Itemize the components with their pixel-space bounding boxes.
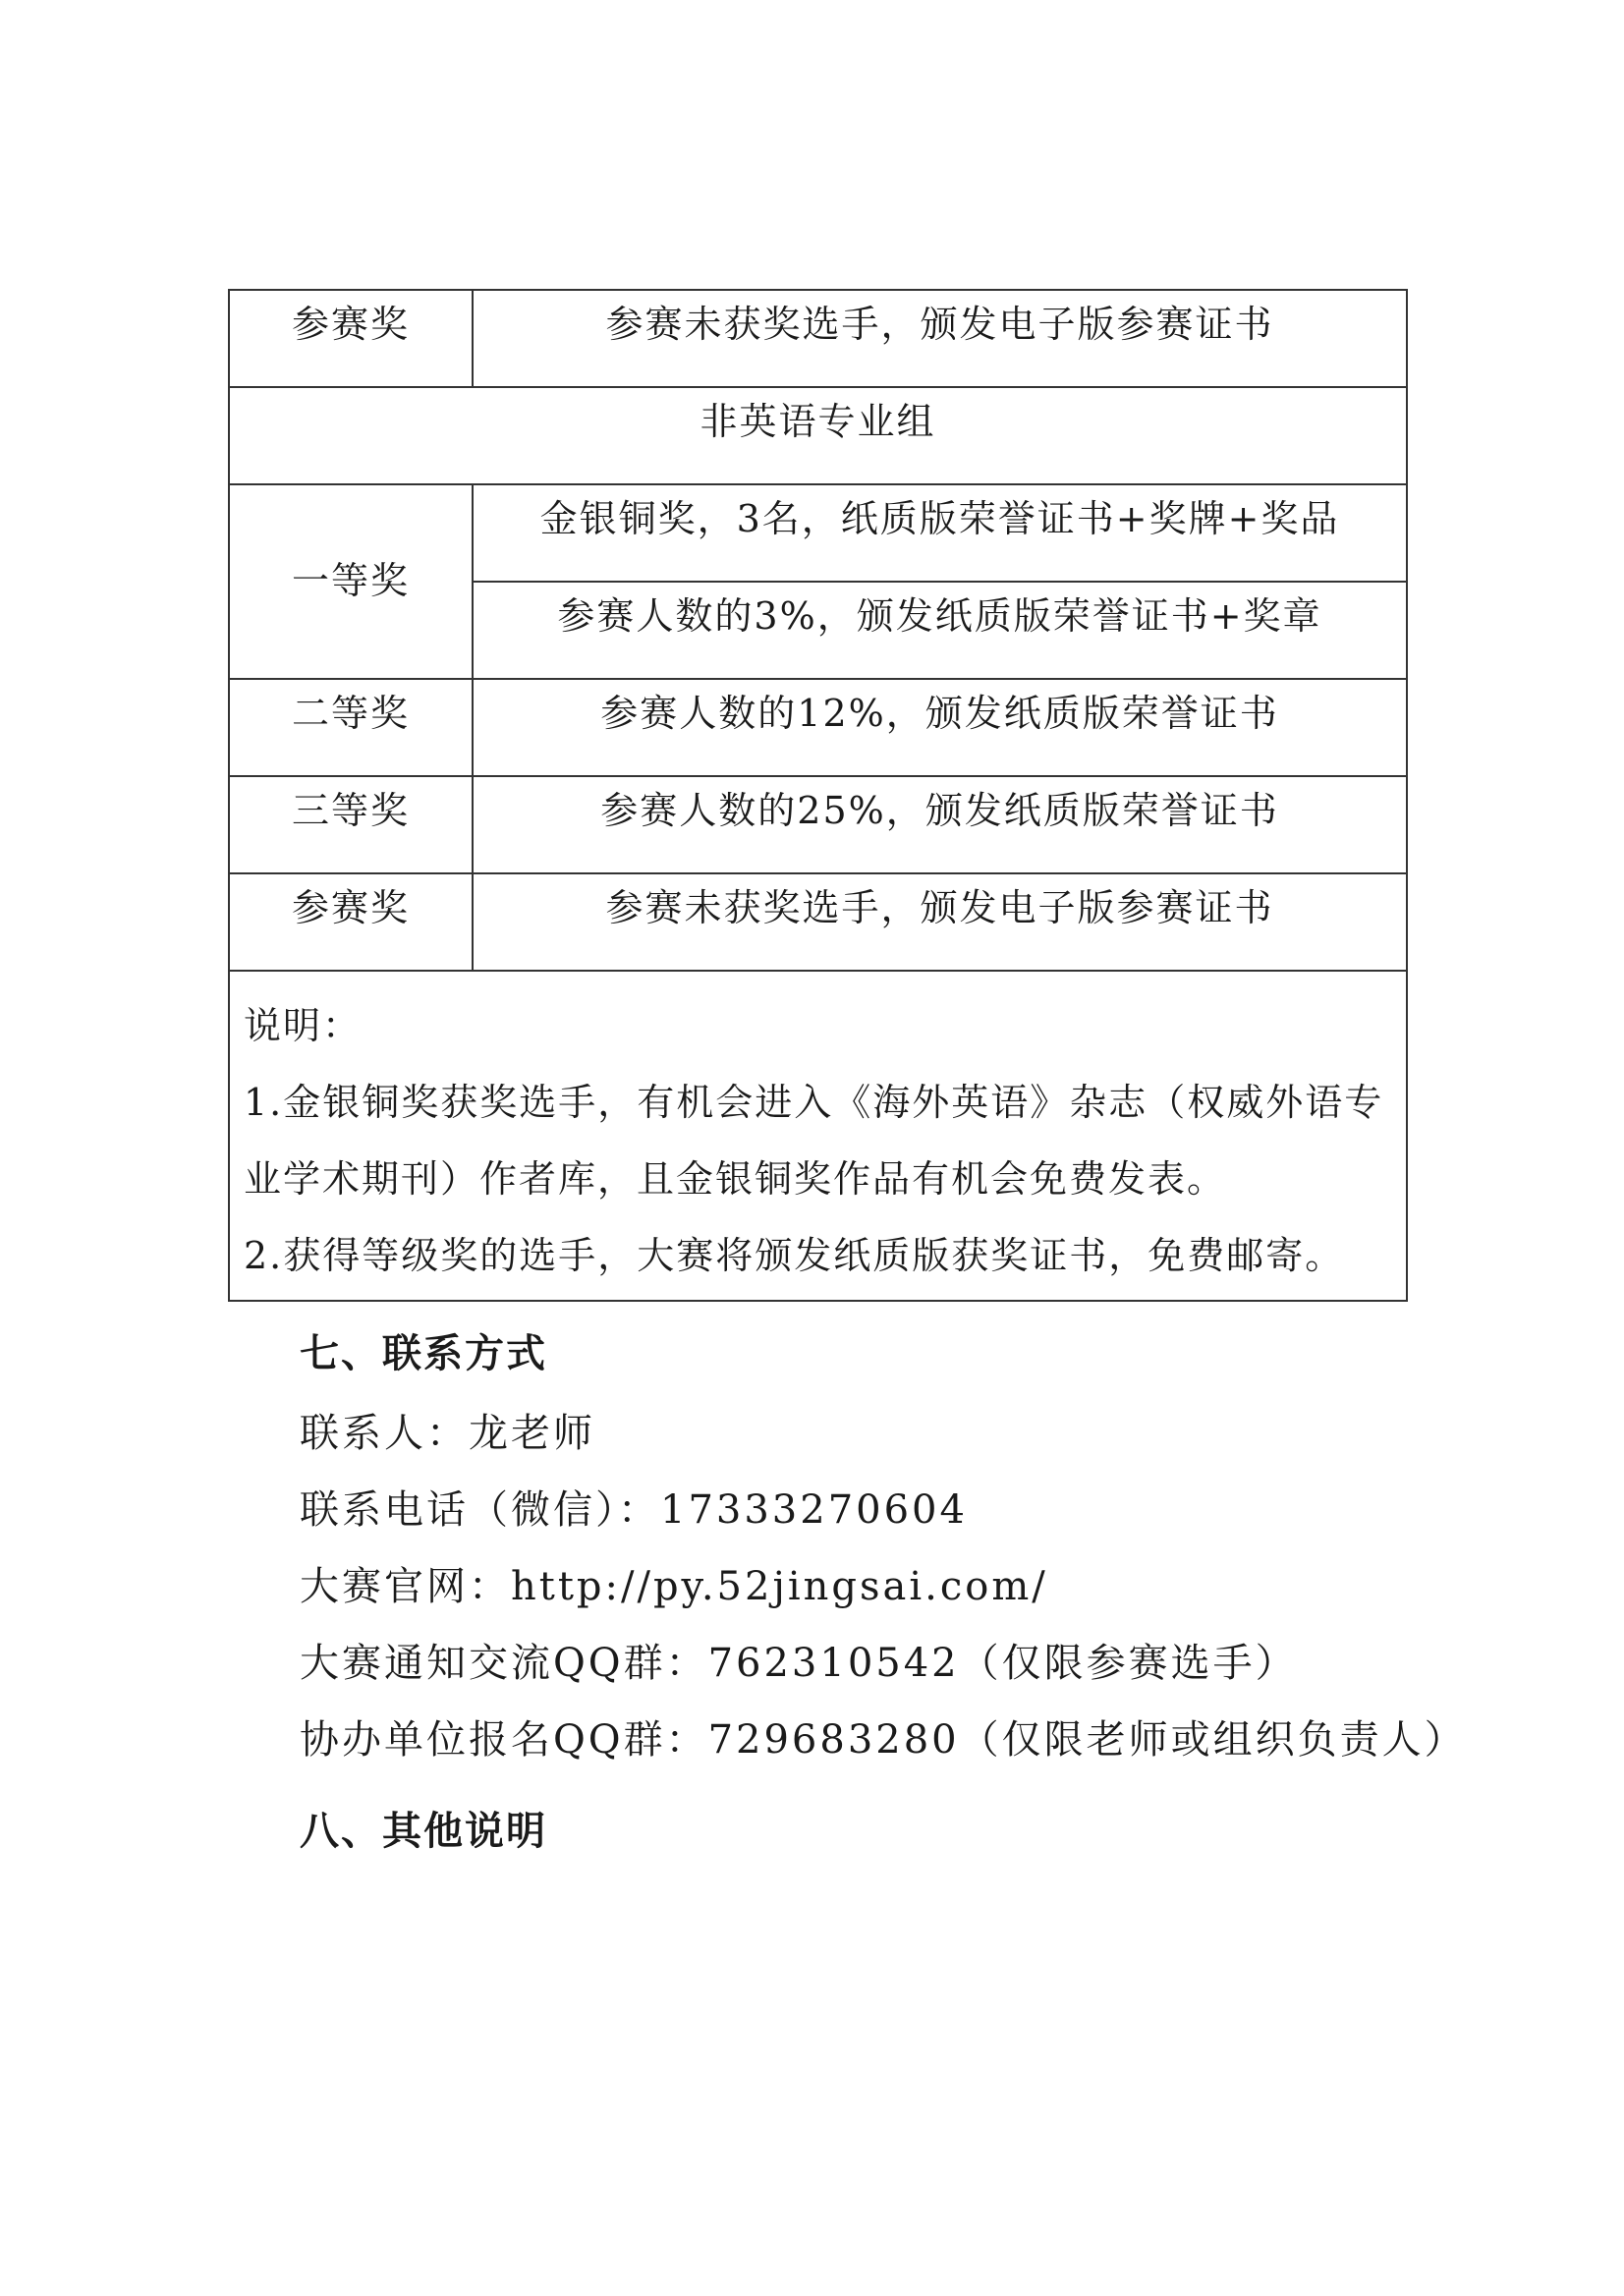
contact-website: 大赛官网：http://py.52jingsai.com/	[300, 1564, 1048, 1609]
contact-qq-register: 协办单位报名QQ群：729683280（仅限老师或组织负责人）	[300, 1717, 1467, 1763]
table-row	[229, 776, 1407, 873]
table-row	[229, 873, 1407, 971]
section-title-other: 八、其他说明	[300, 1809, 547, 1854]
table-row	[229, 484, 1407, 582]
award-desc-cell: 参赛人数的25%，颁发纸质版荣誉证书	[473, 776, 1407, 873]
table-row	[229, 387, 1407, 484]
notes-heading: 说明：	[244, 1004, 363, 1047]
award-desc-cell: 金银铜奖，3名，纸质版荣誉证书+奖牌+奖品	[473, 484, 1407, 582]
table-row	[229, 971, 1407, 1301]
award-name-cell: 三等奖	[229, 776, 473, 873]
contact-phone: 联系电话（微信）：17333270604	[300, 1487, 968, 1533]
award-desc-cell: 参赛未获奖选手，颁发电子版参赛证书	[473, 873, 1407, 971]
award-desc-cell: 参赛人数的12%，颁发纸质版荣誉证书	[473, 679, 1407, 776]
table-row	[229, 290, 1407, 387]
award-name-cell: 参赛奖	[229, 290, 473, 387]
award-desc-cell: 参赛人数的3%，颁发纸质版荣誉证书+奖章	[473, 582, 1407, 679]
award-name-cell: 参赛奖	[229, 873, 473, 971]
notes-item: 2.获得等级奖的选手，大赛将颁发纸质版获奖证书，免费邮寄。	[244, 1234, 1345, 1277]
contact-qq-notice: 大赛通知交流QQ群：762310542（仅限参赛选手）	[300, 1641, 1298, 1686]
award-desc-cell: 参赛未获奖选手，颁发电子版参赛证书	[473, 290, 1407, 387]
notes-item: 1.金银铜奖获奖选手，有机会进入《海外英语》杂志（权威外语专业学术期刊）作者库，且金银铜奖作品有机会免费发表。	[244, 1081, 1384, 1201]
table-row	[229, 679, 1407, 776]
contact-person: 联系人：龙老师	[300, 1411, 595, 1456]
award-name-cell: 一等奖	[229, 484, 473, 679]
awards-table	[228, 289, 1408, 1302]
notes-cell	[229, 971, 1407, 1301]
section-title-contact: 七、联系方式	[300, 1331, 547, 1376]
group-header-cell: 非英语专业组	[229, 387, 1407, 484]
award-name-cell: 二等奖	[229, 679, 473, 776]
